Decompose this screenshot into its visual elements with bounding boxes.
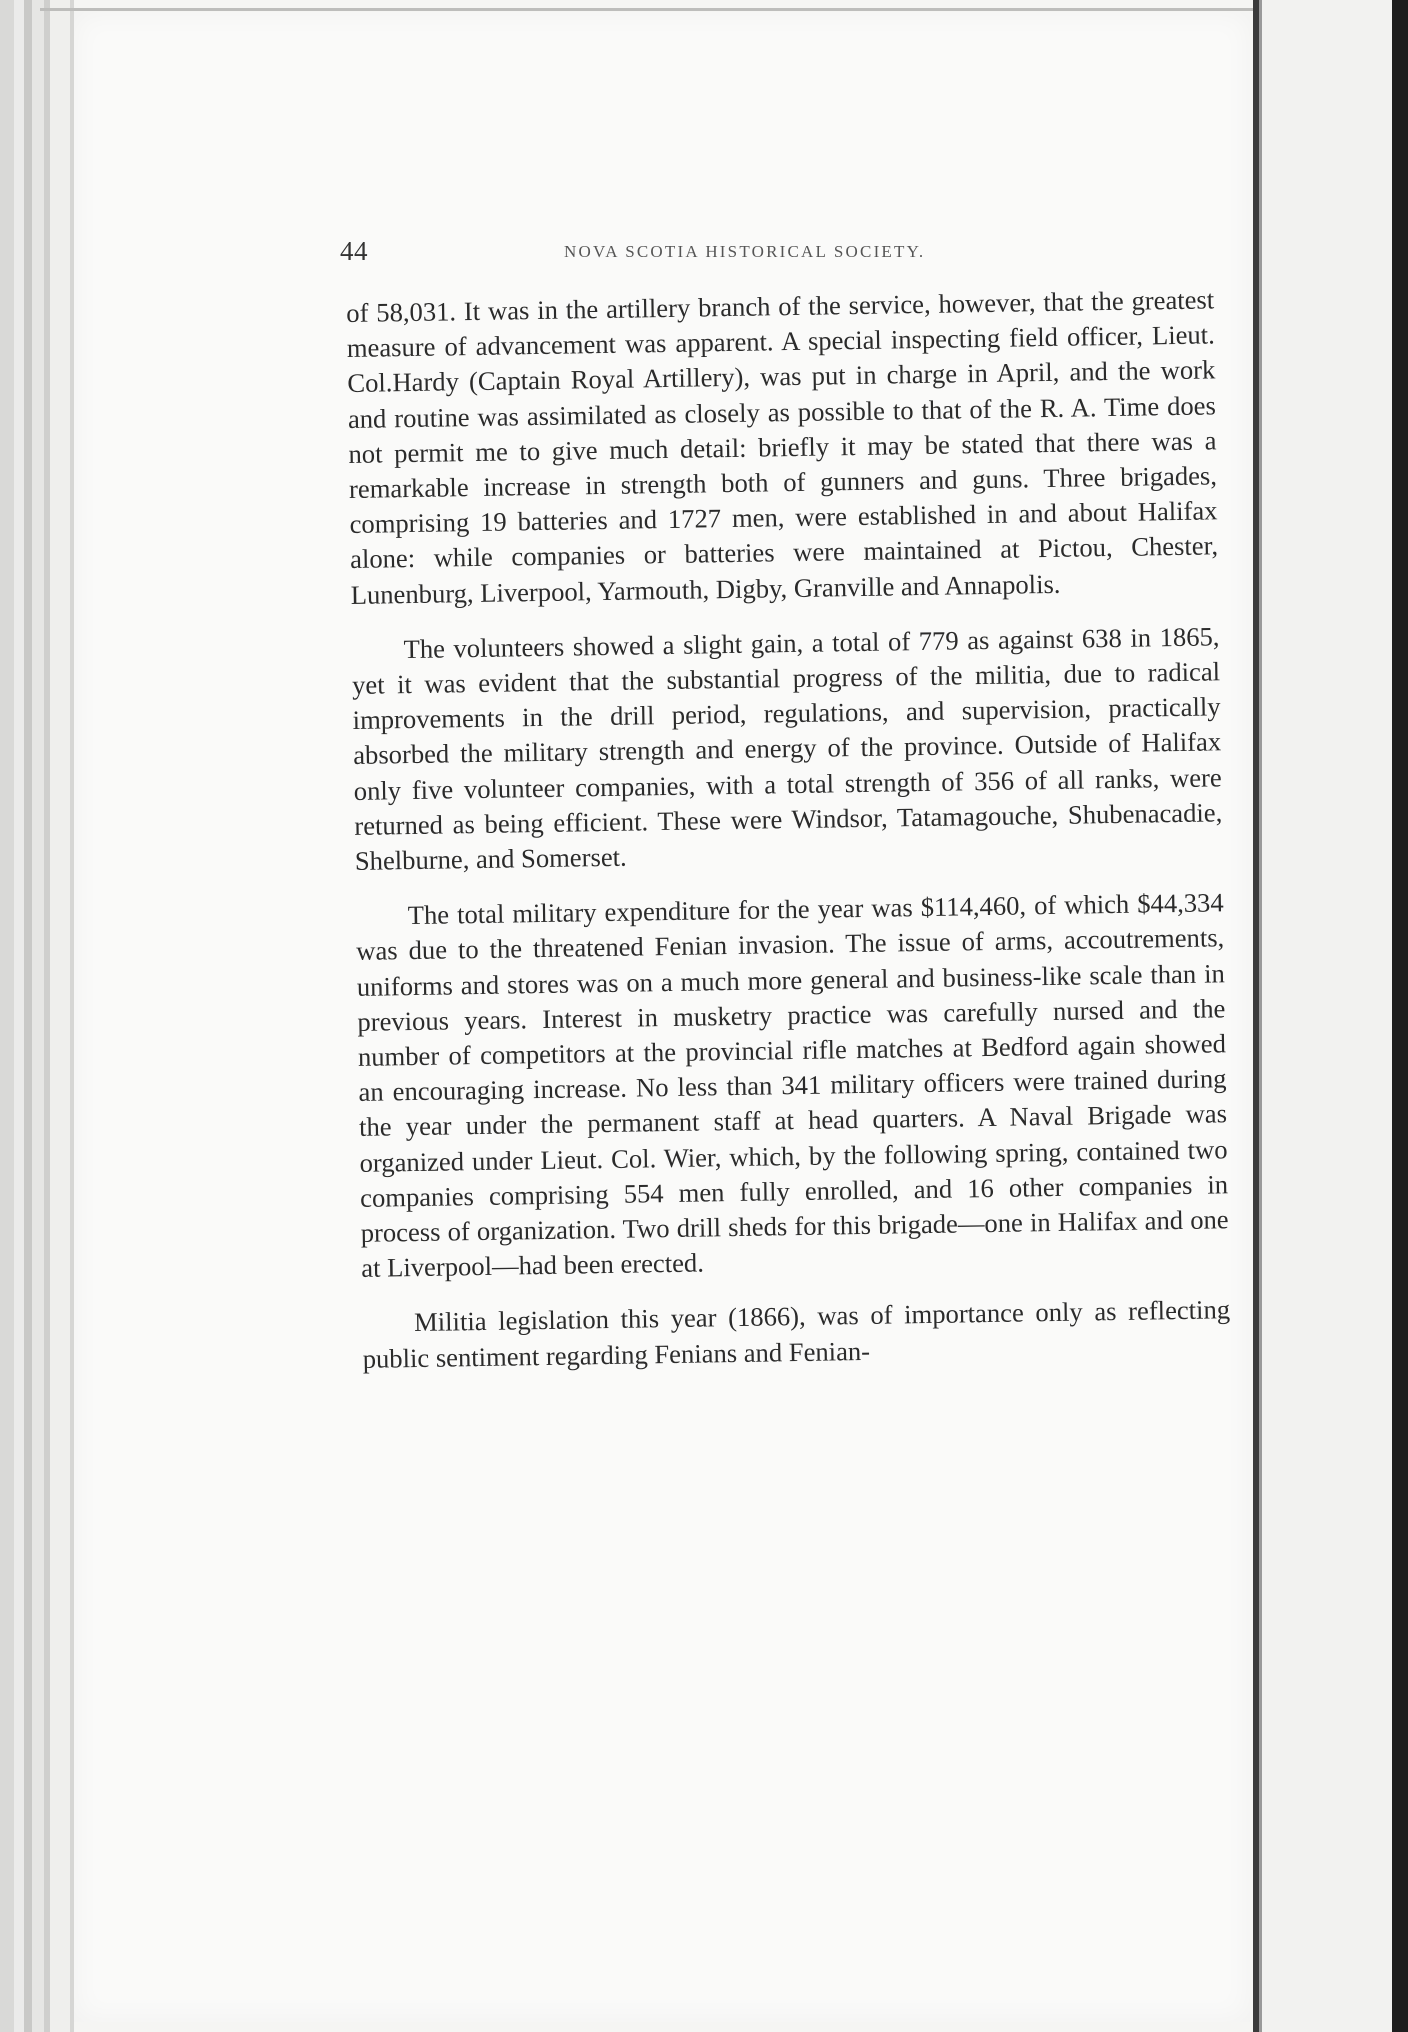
paragraph: of 58,031. It was in the artillery branch of the service, however, that the greatest measure of advancement was apparent. A special inspecting field officer, Lieut. Col.Hardy (Captain Royal Artillery), was put in charge in April, and the work and routine was assimilated as closely as possible to that of the R. A. Time does not permit me to give much detail: briefly it may be stated that there was a remarkable increase in strength both of gunners and guns. Three brigades, comprising 19 batteries and 1727 men, were established in and about Halifax alone: while companies or batteries were maintained at Pictou, Chester, Lunenburg, Liverpool, Yarmouth, Digby, Granville and Annapolis. [346,284,1219,610]
binding-edge [50,0,70,2032]
binding-edge [0,0,14,2032]
scan-border [1392,0,1408,2032]
page-number: 44 [340,236,368,266]
paragraph: Militia legislation this year (1866), was of importance only as reflecting public sentiment regarding Fenians and Fenian- [362,1294,1231,1374]
running-head: NOVA SCOTIA HISTORICAL SOCIETY. [564,242,926,261]
facing-page-edge [1262,0,1408,2032]
binding-edge [24,0,32,2032]
binding-edge [32,0,44,2032]
paragraph: The volunteers showed a slight gain, a total of 779 as against 638 in 1865, yet it was evident that the substantial progress of the militia, due to radical improvements in the drill period, regulations, and supervision, practically absorbed the military strength and energy of the province. Outside of Halifax only five volunteer companies, with a total strength of 356 of all ranks, were returned as being efficient. These were Windsor, Tatamagouche, Shubenacadie, Shelburne, and Somerset. [351,621,1223,876]
paragraph: The total military expenditure for the year was $114,460, of which $44,334 was due to the threatened Fenian invasion. The issue of arms, accoutrements, uniforms and stores was on a much more general and business-like scale than in previous years. Interest in musketry practice was carefully nursed and the number of competitors at the provincial rifle matches at Bedford again showed an encouraging increase. No less than 341 military officers were trained during the year under the permanent staff at head quarters. A Naval Brigade was organized under Lieut. Col. Wier, which, by the following spring, contained two companies comprising 554 men fully enrolled, and 16 other companies in process of organization. Two drill sheds for this brigade—one in Halifax and one at Liverpool—had been erected. [356,887,1229,1284]
page-header [340,236,1240,276]
body-text [346,282,1231,1396]
top-page-edge [40,8,1260,11]
binding-edge [14,0,24,2032]
